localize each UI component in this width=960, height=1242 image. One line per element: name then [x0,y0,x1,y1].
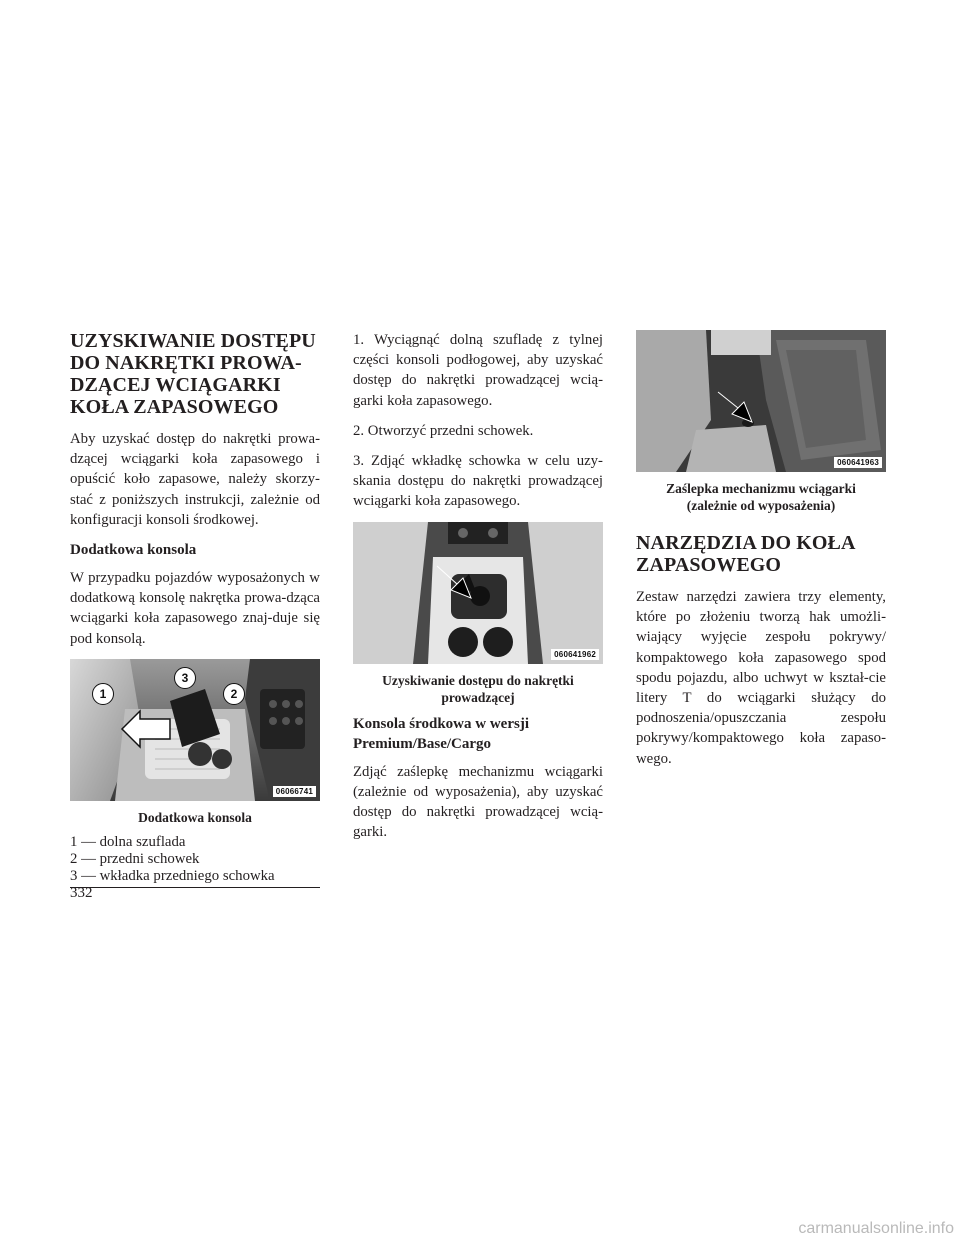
callout-3: 3 [174,667,196,689]
intro-paragraph: Aby uzyskać dostęp do nakrętki prowa-dzącej wciągarki koła zapasowego i opuścić koło zapasowe, należy skorzy-stać z poniższych instrukcji, zależnie od konfiguracji konsoli środkowej. [70,431,320,528]
figure-caption: Zaślepka mechanizmu wciągarki (zależnie od wyposażenia) [666,481,856,513]
column-left [70,330,320,888]
section-heading-spare-tools: NARZĘDZIA DO KOŁA ZAPASOWEGO [636,532,855,576]
step-3: 3. Zdjąć wkładkę schowka w celu uzy-skania dostępu do nakrętki prowadzącej wciągarki koła zapasowego. [353,453,603,510]
watermark: carmanualsonline.info [798,1220,954,1237]
step-2: 2. Otworzyć przedni schowek. [353,422,534,439]
premium-console-paragraph: Zdjąć zaślepkę mechanizmu wciągarki (zależnie od wyposażenia), aby uzyskać dostęp do nakrętki prowadzącej wcią-garki. [353,763,603,841]
nut-access-illustration [353,522,603,664]
figure-additional-console [70,659,320,801]
figure-legend [70,834,320,885]
section-heading-winch-access: UZYSKIWANIE DOSTĘPU DO NAKRĘTKI PROWA-DZĄCEJ WCIĄGARKI KOŁA ZAPASOWEGO [70,330,316,418]
column-right [636,330,886,779]
legend-item: 3 — wkładka przedniego schowka [70,867,275,884]
page-number: 332 [70,885,93,901]
figure-code: 060641962 [551,649,599,660]
column-middle [353,330,603,852]
figure-caption: Uzyskiwanie dostępu do nakrętki prowadzącej [382,672,574,705]
figure-nut-access [353,522,603,664]
subheading-premium-console: Konsola środkowa w wersji Premium/Base/Cargo [353,715,529,752]
spare-tools-paragraph: Zestaw narzędzi zawiera trzy elementy, które po złożeniu tworzą hak umożli-wiający wyjęcie zespołu pokrywy/ kompaktowego koła zapasowego spod spodu pojazdu, albo uchwyt w kształ-cie litery T do wciągarki służący do podnoszenia/opuszczania zespołu pokrywy/kompaktowego koła zapaso-wego. [636,589,886,767]
figure-caption: Dodatkowa konsola [138,809,252,825]
callout-2: 2 [223,683,245,705]
figure-winch-cover [636,330,886,472]
winch-cover-illustration [636,330,886,472]
figure-code: 06066741 [273,786,316,797]
legend-item: 2 — przedni schowek [70,850,200,867]
legend-item: 1 — dolna szuflada [70,833,186,850]
additional-console-paragraph: W przypadku pojazdów wyposażonych w dodatkową konsolę nakrętka prowa-dząca wciągarki koła zapasowego znaj-duje się pod konsolą. [70,570,320,647]
figure-code: 060641963 [834,457,882,468]
subheading-additional-console: Dodatkowa konsola [70,542,197,559]
callout-1: 1 [92,683,114,705]
step-1: 1. Wyciągnąć dolną szufladę z tylnej części konsoli podłogowej, aby uzyskać dostęp do nakrętki prowadzącej wcią-garki koła zapasowego. [353,332,603,409]
legend-rule [70,887,320,888]
